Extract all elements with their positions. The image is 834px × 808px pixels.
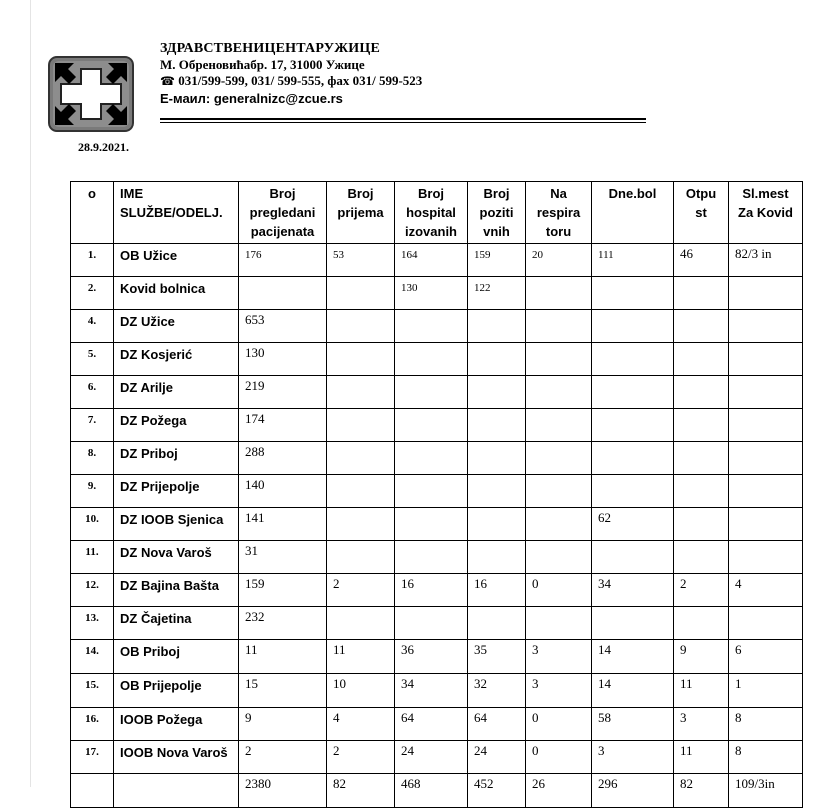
- value-cell: 2: [327, 741, 395, 774]
- value-cell: 0: [526, 741, 592, 774]
- value-cell: 24: [468, 741, 526, 774]
- value-cell: [729, 343, 803, 376]
- health-center-logo: [47, 55, 135, 133]
- value-cell: 24: [395, 741, 468, 774]
- total-cell: 82: [674, 774, 729, 808]
- row-number: 14.: [71, 640, 114, 674]
- col-header-admissions: Broj prijema: [327, 182, 395, 244]
- col-header-positive: Broj poziti vnih: [468, 182, 526, 244]
- value-cell: [592, 310, 674, 343]
- value-cell: 14: [592, 674, 674, 708]
- value-cell: [468, 508, 526, 541]
- value-cell: [526, 310, 592, 343]
- table-row: [71, 741, 803, 774]
- value-cell: 174: [239, 409, 327, 442]
- unit-name: DZ Prijepolje: [114, 475, 239, 508]
- row-number: 7.: [71, 409, 114, 442]
- total-cell: 82: [327, 774, 395, 808]
- value-cell: [395, 607, 468, 640]
- row-number: 9.: [71, 475, 114, 508]
- value-cell: [327, 541, 395, 574]
- value-cell: [592, 343, 674, 376]
- value-cell: [327, 277, 395, 310]
- value-cell: [729, 541, 803, 574]
- unit-name: Kovid bolnica: [114, 277, 239, 310]
- unit-name: OB Priboj: [114, 640, 239, 674]
- value-cell: [327, 442, 395, 475]
- value-cell: 3: [526, 674, 592, 708]
- value-cell: 62: [592, 508, 674, 541]
- row-number: 8.: [71, 442, 114, 475]
- value-cell: [468, 409, 526, 442]
- value-cell: [395, 409, 468, 442]
- total-cell: 109/3in: [729, 774, 803, 808]
- col-header-covid-beds: Sl.mest Za Kovid: [729, 182, 803, 244]
- value-cell: [468, 442, 526, 475]
- value-cell: [729, 442, 803, 475]
- value-cell: 3: [592, 741, 674, 774]
- value-cell: 8: [729, 741, 803, 774]
- row-number: 10.: [71, 508, 114, 541]
- letterhead: [160, 41, 422, 107]
- value-cell: 34: [395, 674, 468, 708]
- value-cell: 111: [592, 244, 674, 277]
- header-rule-thick: [160, 118, 646, 120]
- total-cell: 26: [526, 774, 592, 808]
- value-cell: [674, 475, 729, 508]
- value-cell: [674, 607, 729, 640]
- row-number: 12.: [71, 574, 114, 607]
- value-cell: 176: [239, 244, 327, 277]
- value-cell: [395, 343, 468, 376]
- value-cell: [327, 343, 395, 376]
- table-row: [71, 640, 803, 674]
- table-header-row: [71, 182, 803, 244]
- value-cell: 130: [239, 343, 327, 376]
- value-cell: 35: [468, 640, 526, 674]
- value-cell: [592, 541, 674, 574]
- table-row: [71, 508, 803, 541]
- value-cell: [592, 442, 674, 475]
- row-number: 13.: [71, 607, 114, 640]
- page-edge: [30, 0, 31, 787]
- value-cell: 2: [674, 574, 729, 607]
- value-cell: [592, 607, 674, 640]
- value-cell: [729, 277, 803, 310]
- value-cell: 159: [239, 574, 327, 607]
- value-cell: [327, 310, 395, 343]
- unit-name: IOOB Nova Varoš: [114, 741, 239, 774]
- value-cell: [239, 277, 327, 310]
- value-cell: [729, 475, 803, 508]
- table-row: [71, 442, 803, 475]
- value-cell: 3: [526, 640, 592, 674]
- unit-name: DZ Užice: [114, 310, 239, 343]
- value-cell: 232: [239, 607, 327, 640]
- total-cell: 296: [592, 774, 674, 808]
- col-header-days: Dne.bol: [592, 182, 674, 244]
- value-cell: [526, 442, 592, 475]
- total-cell: 468: [395, 774, 468, 808]
- address: М. Обреновићабр. 17, 31000 Ужице: [160, 57, 365, 72]
- table-row: [71, 376, 803, 409]
- value-cell: 64: [468, 708, 526, 741]
- organization-name: ЗДРАВСТВЕНИЦЕНТАРУЖИЦЕ: [160, 41, 380, 56]
- value-cell: [674, 541, 729, 574]
- row-number: 1.: [71, 244, 114, 277]
- value-cell: [395, 310, 468, 343]
- table-row: [71, 607, 803, 640]
- value-cell: [674, 310, 729, 343]
- unit-name: DZ Priboj: [114, 442, 239, 475]
- value-cell: 15: [239, 674, 327, 708]
- row-number: 6.: [71, 376, 114, 409]
- totals-row: [71, 774, 803, 808]
- row-number: 5.: [71, 343, 114, 376]
- value-cell: [395, 475, 468, 508]
- table-row: [71, 343, 803, 376]
- value-cell: 64: [395, 708, 468, 741]
- value-cell: [327, 475, 395, 508]
- value-cell: [674, 343, 729, 376]
- value-cell: [729, 607, 803, 640]
- unit-name: DZ Požega: [114, 409, 239, 442]
- value-cell: 10: [327, 674, 395, 708]
- unit-name: DZ Čajetina: [114, 607, 239, 640]
- value-cell: [327, 508, 395, 541]
- value-cell: 164: [395, 244, 468, 277]
- value-cell: [674, 508, 729, 541]
- value-cell: [729, 508, 803, 541]
- value-cell: 11: [327, 640, 395, 674]
- value-cell: 16: [395, 574, 468, 607]
- col-header-discharged: Otpu st: [674, 182, 729, 244]
- col-header-no: o: [71, 182, 114, 244]
- value-cell: 130: [395, 277, 468, 310]
- value-cell: 4: [729, 574, 803, 607]
- table-row: [71, 541, 803, 574]
- value-cell: 9: [674, 640, 729, 674]
- value-cell: 34: [592, 574, 674, 607]
- value-cell: [729, 409, 803, 442]
- value-cell: 32: [468, 674, 526, 708]
- value-cell: 11: [239, 640, 327, 674]
- value-cell: [729, 376, 803, 409]
- value-cell: 219: [239, 376, 327, 409]
- table-row: [71, 475, 803, 508]
- value-cell: [592, 475, 674, 508]
- row-number: [71, 774, 114, 808]
- value-cell: 0: [526, 708, 592, 741]
- value-cell: 82/3 in: [729, 244, 803, 277]
- value-cell: [592, 409, 674, 442]
- row-number: 16.: [71, 708, 114, 741]
- value-cell: [674, 409, 729, 442]
- value-cell: 8: [729, 708, 803, 741]
- value-cell: 159: [468, 244, 526, 277]
- value-cell: 288: [239, 442, 327, 475]
- value-cell: 4: [327, 708, 395, 741]
- value-cell: 11: [674, 674, 729, 708]
- col-header-name: IME SLUŽBE/ODELJ.: [114, 182, 239, 244]
- value-cell: [526, 541, 592, 574]
- value-cell: 9: [239, 708, 327, 741]
- table-row: [71, 277, 803, 310]
- value-cell: [468, 376, 526, 409]
- value-cell: [327, 376, 395, 409]
- phone-line: [160, 73, 422, 89]
- value-cell: 20: [526, 244, 592, 277]
- value-cell: 141: [239, 508, 327, 541]
- value-cell: 140: [239, 475, 327, 508]
- row-number: 11.: [71, 541, 114, 574]
- value-cell: 122: [468, 277, 526, 310]
- value-cell: [526, 475, 592, 508]
- value-cell: [468, 607, 526, 640]
- table-row: [71, 244, 803, 277]
- col-header-hospitalized: Broj hospital izovanih: [395, 182, 468, 244]
- value-cell: 36: [395, 640, 468, 674]
- value-cell: 14: [592, 640, 674, 674]
- value-cell: 11: [674, 741, 729, 774]
- unit-name: [114, 774, 239, 808]
- col-header-examined: Broj pregledani pacijenata: [239, 182, 327, 244]
- table-row: [71, 574, 803, 607]
- email-line: Е-маил: generalnizc@zcue.rs: [160, 91, 343, 106]
- value-cell: 31: [239, 541, 327, 574]
- total-cell: 2380: [239, 774, 327, 808]
- value-cell: [395, 376, 468, 409]
- value-cell: [395, 508, 468, 541]
- value-cell: [468, 475, 526, 508]
- value-cell: [327, 607, 395, 640]
- value-cell: 16: [468, 574, 526, 607]
- total-cell: 452: [468, 774, 526, 808]
- value-cell: [674, 442, 729, 475]
- table-row: [71, 310, 803, 343]
- table-row: [71, 708, 803, 741]
- table-row: [71, 409, 803, 442]
- value-cell: 53: [327, 244, 395, 277]
- value-cell: [674, 277, 729, 310]
- unit-name: DZ IOOB Sjenica: [114, 508, 239, 541]
- value-cell: [526, 409, 592, 442]
- value-cell: [395, 442, 468, 475]
- value-cell: [526, 376, 592, 409]
- phone-icon: ☎: [160, 74, 175, 88]
- value-cell: [674, 376, 729, 409]
- value-cell: 2: [239, 741, 327, 774]
- value-cell: 2: [327, 574, 395, 607]
- value-cell: 3: [674, 708, 729, 741]
- report-table: [70, 181, 803, 808]
- value-cell: [526, 607, 592, 640]
- unit-name: OB Prijepolje: [114, 674, 239, 708]
- unit-name: IOOB Požega: [114, 708, 239, 741]
- value-cell: 46: [674, 244, 729, 277]
- unit-name: DZ Arilje: [114, 376, 239, 409]
- value-cell: [526, 343, 592, 376]
- phone-numbers: 031/599-599, 031/ 599-555, фах 031/ 599-523: [178, 73, 423, 88]
- table-row: [71, 674, 803, 708]
- value-cell: [526, 277, 592, 310]
- row-number: 2.: [71, 277, 114, 310]
- value-cell: [395, 541, 468, 574]
- unit-name: OB Užice: [114, 244, 239, 277]
- value-cell: [327, 409, 395, 442]
- value-cell: 1: [729, 674, 803, 708]
- value-cell: [729, 310, 803, 343]
- value-cell: [526, 508, 592, 541]
- row-number: 4.: [71, 310, 114, 343]
- unit-name: DZ Bajina Bašta: [114, 574, 239, 607]
- row-number: 17.: [71, 741, 114, 774]
- value-cell: [468, 343, 526, 376]
- value-cell: 653: [239, 310, 327, 343]
- header-rule-thin: [160, 122, 646, 123]
- value-cell: [592, 376, 674, 409]
- value-cell: 58: [592, 708, 674, 741]
- value-cell: [592, 277, 674, 310]
- col-header-respirator: Na respira toru: [526, 182, 592, 244]
- value-cell: 6: [729, 640, 803, 674]
- value-cell: [468, 310, 526, 343]
- report-date: 28.9.2021.: [78, 140, 129, 154]
- value-cell: [468, 541, 526, 574]
- row-number: 15.: [71, 674, 114, 708]
- unit-name: DZ Kosjerić: [114, 343, 239, 376]
- unit-name: DZ Nova Varoš: [114, 541, 239, 574]
- value-cell: 0: [526, 574, 592, 607]
